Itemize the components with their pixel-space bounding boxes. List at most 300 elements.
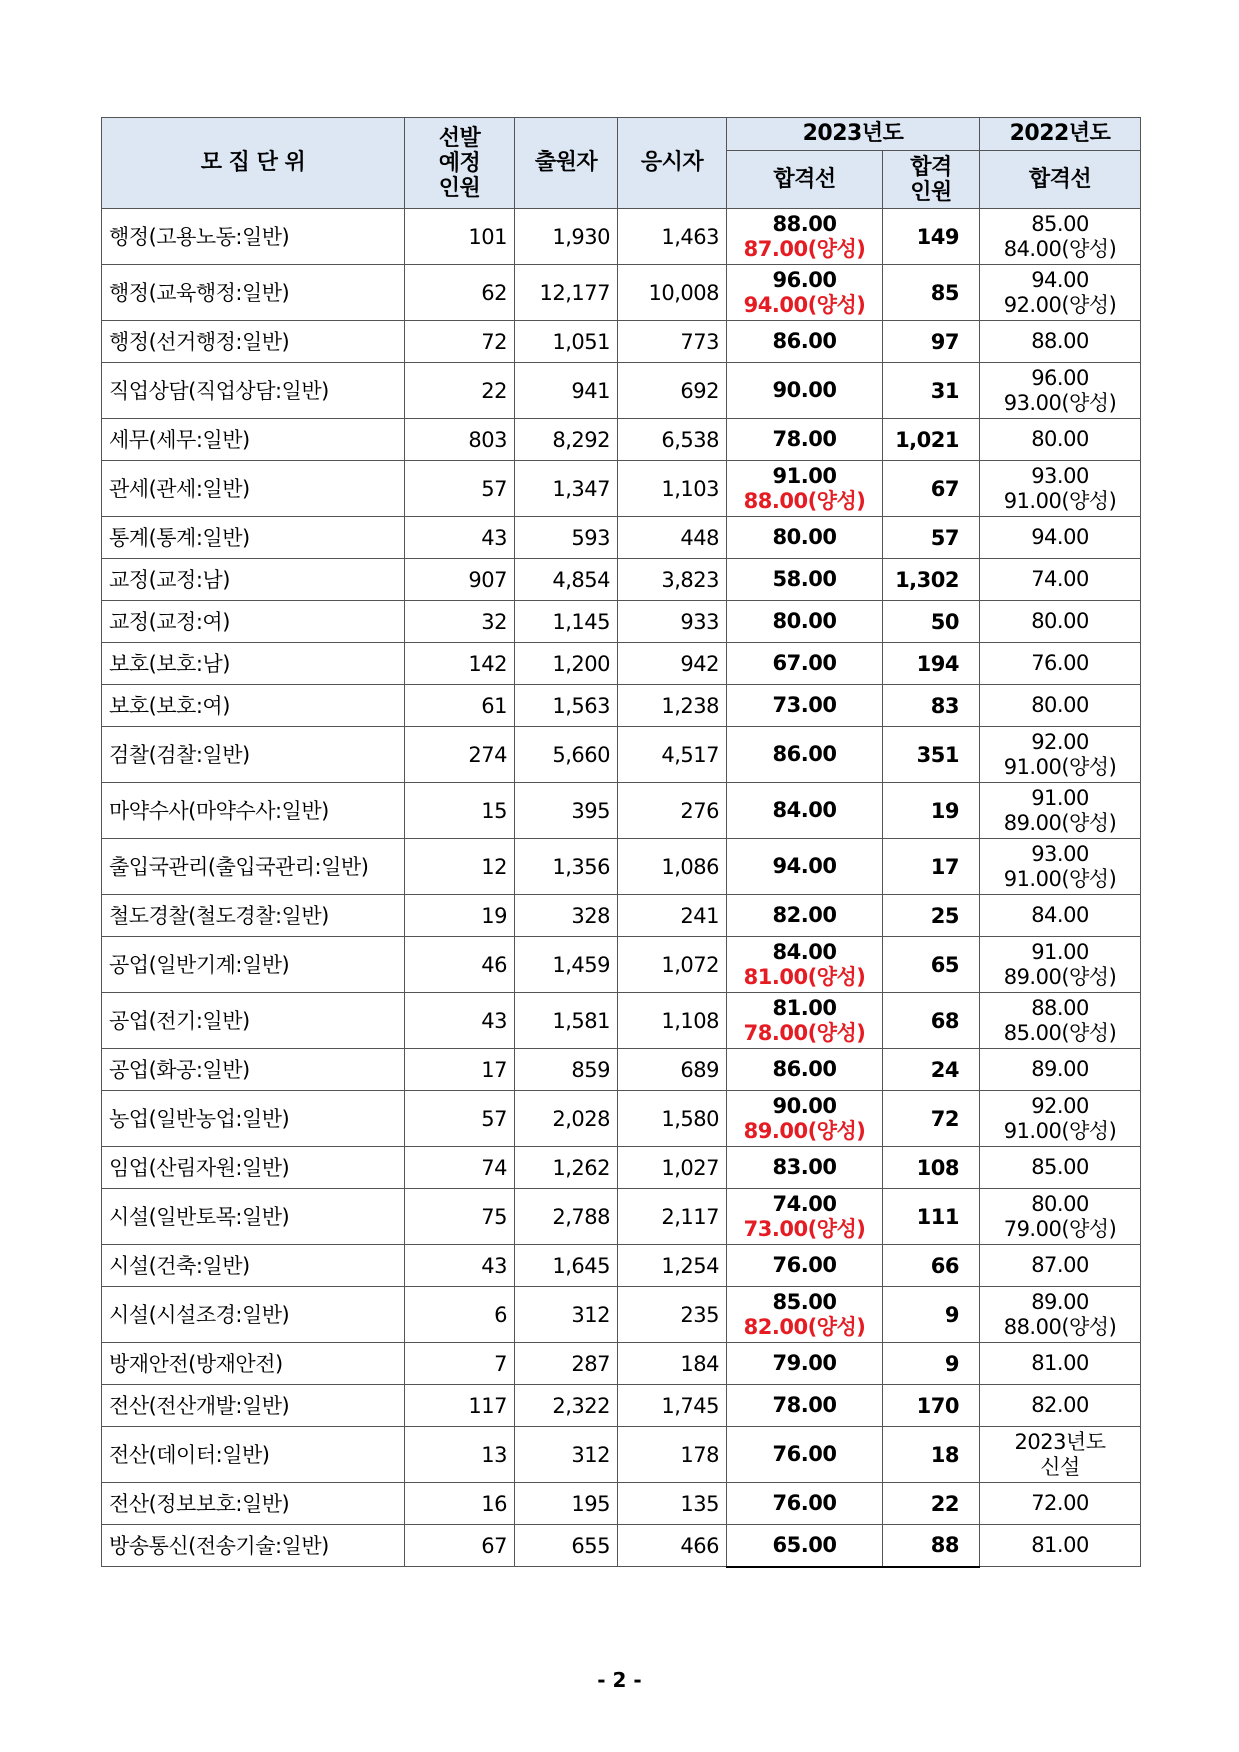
cutoff-2022-value: 92.00 <box>1031 1093 1089 1118</box>
cell-planned: 13 <box>405 1427 515 1483</box>
cutoff-2022-value: 85.00 <box>1031 1155 1089 1179</box>
cutoff-2023-value: 78.00 <box>772 1393 837 1417</box>
cell-passed: 1,302 <box>883 559 980 601</box>
table-row <box>102 517 1141 559</box>
cell-takers: 1,086 <box>618 839 727 895</box>
cell-cutoff-2022 <box>980 461 1141 517</box>
table-row <box>102 559 1141 601</box>
cell-applicants: 2,322 <box>515 1385 618 1427</box>
cutoff-2023-value: 91.00 <box>772 463 837 488</box>
cell-cutoff-2023 <box>727 1049 883 1091</box>
cell-applicants: 2,028 <box>515 1091 618 1147</box>
cell-planned: 803 <box>405 419 515 461</box>
cell-unit: 임업(산림자원:일반) <box>102 1147 405 1189</box>
cutoff-2023-value: 79.00 <box>772 1351 837 1375</box>
header-planned-line: 인원 <box>438 175 481 201</box>
cell-applicants: 328 <box>515 895 618 937</box>
cell-cutoff-2022 <box>980 1287 1141 1343</box>
cell-cutoff-2022 <box>980 1091 1141 1147</box>
cutoff-2022-value: 81.00 <box>1031 1533 1089 1557</box>
header-passed <box>883 151 980 209</box>
cell-unit: 전산(데이터:일반) <box>102 1427 405 1483</box>
cutoff-2022-value: 89.00 <box>1031 1289 1089 1314</box>
cutoff-2023-value: 73.00 <box>772 693 837 717</box>
cutoff-2023-value: 58.00 <box>772 567 837 591</box>
cell-planned: 117 <box>405 1385 515 1427</box>
cutoff-2023-gender-value: 88.00(양성) <box>743 488 866 513</box>
cell-takers: 4,517 <box>618 727 727 783</box>
cell-passed: 22 <box>883 1483 980 1525</box>
cell-cutoff-2022 <box>980 1427 1141 1483</box>
cell-cutoff-2023 <box>727 363 883 419</box>
cutoff-2023-gender-value: 81.00(양성) <box>743 964 866 989</box>
cell-passed: 1,021 <box>883 419 980 461</box>
cell-applicants: 1,145 <box>515 601 618 643</box>
cell-unit: 직업상담(직업상담:일반) <box>102 363 405 419</box>
cell-unit: 보호(보호:여) <box>102 685 405 727</box>
cell-cutoff-2022 <box>980 1483 1141 1525</box>
cell-cutoff-2023 <box>727 993 883 1049</box>
cutoff-2022-gender-value: 91.00(양성) <box>1003 488 1117 513</box>
cell-takers: 466 <box>618 1525 727 1567</box>
table-row <box>102 601 1141 643</box>
cutoff-2022-value: 81.00 <box>1031 1351 1089 1375</box>
cutoff-2022-value: 93.00 <box>1031 841 1089 866</box>
cell-passed: 88 <box>883 1525 980 1567</box>
cutoff-2022-value: 94.00 <box>1031 525 1089 549</box>
cell-planned: 15 <box>405 783 515 839</box>
cell-takers: 2,117 <box>618 1189 727 1245</box>
cell-applicants: 195 <box>515 1483 618 1525</box>
cell-planned: 12 <box>405 839 515 895</box>
cell-applicants: 1,563 <box>515 685 618 727</box>
cutoff-2022-gender-value: 93.00(양성) <box>1003 390 1117 415</box>
cell-takers: 1,580 <box>618 1091 727 1147</box>
cell-planned: 62 <box>405 265 515 321</box>
cell-planned: 67 <box>405 1525 515 1567</box>
cutoff-2023-gender-value: 89.00(양성) <box>743 1118 866 1143</box>
cutoff-2023-value: 80.00 <box>772 525 837 549</box>
cell-passed: 19 <box>883 783 980 839</box>
cell-applicants: 655 <box>515 1525 618 1567</box>
cell-passed: 31 <box>883 363 980 419</box>
cell-unit: 출입국관리(출입국관리:일반) <box>102 839 405 895</box>
cell-takers: 184 <box>618 1343 727 1385</box>
cutoff-2022-value: 80.00 <box>1031 1191 1089 1216</box>
cutoff-2023-gender-value: 94.00(양성) <box>743 292 866 317</box>
page-number: - 2 - <box>597 1668 642 1692</box>
cell-unit: 보호(보호:남) <box>102 643 405 685</box>
table-row <box>102 1525 1141 1567</box>
cutoff-2023-value: 86.00 <box>772 742 837 766</box>
cutoff-2022-value: 80.00 <box>1031 427 1089 451</box>
header-takers: 응시자 <box>618 118 727 209</box>
cutoff-2022-value: 88.00 <box>1031 329 1089 353</box>
cell-passed: 111 <box>883 1189 980 1245</box>
header-planned-line: 예정 <box>438 150 481 176</box>
cell-planned: 61 <box>405 685 515 727</box>
cell-unit: 관세(관세:일반) <box>102 461 405 517</box>
cell-unit: 시설(건축:일반) <box>102 1245 405 1287</box>
table-row <box>102 1189 1141 1245</box>
cell-unit: 시설(시설조경:일반) <box>102 1287 405 1343</box>
cutoff-2022-value: 72.00 <box>1031 1491 1089 1515</box>
cell-cutoff-2022 <box>980 1245 1141 1287</box>
cell-cutoff-2022 <box>980 419 1141 461</box>
table-row <box>102 993 1141 1049</box>
header-cutoff-2022: 합격선 <box>980 151 1141 209</box>
cell-planned: 16 <box>405 1483 515 1525</box>
cutoff-2023-value: 86.00 <box>772 329 837 353</box>
cutoff-2022-value: 91.00 <box>1031 939 1089 964</box>
cell-cutoff-2022 <box>980 993 1141 1049</box>
cell-takers: 1,108 <box>618 993 727 1049</box>
cell-planned: 43 <box>405 517 515 559</box>
cell-takers: 773 <box>618 321 727 363</box>
cutoff-2023-value: 94.00 <box>772 854 837 878</box>
cell-applicants: 1,459 <box>515 937 618 993</box>
cutoff-2022-gender-value: 88.00(양성) <box>1003 1314 1117 1339</box>
table-row <box>102 363 1141 419</box>
cell-cutoff-2023 <box>727 1427 883 1483</box>
cell-unit: 전산(정보보호:일반) <box>102 1483 405 1525</box>
header-passed-line: 합격 <box>910 154 952 180</box>
cell-cutoff-2022 <box>980 685 1141 727</box>
cell-cutoff-2022 <box>980 1049 1141 1091</box>
cutoff-2023-value: 74.00 <box>772 1191 837 1216</box>
cell-passed: 25 <box>883 895 980 937</box>
cell-applicants: 287 <box>515 1343 618 1385</box>
cell-cutoff-2022 <box>980 937 1141 993</box>
cell-applicants: 1,645 <box>515 1245 618 1287</box>
cell-cutoff-2023 <box>727 643 883 685</box>
cell-applicants: 859 <box>515 1049 618 1091</box>
cell-planned: 274 <box>405 727 515 783</box>
cell-unit: 교정(교정:여) <box>102 601 405 643</box>
cell-unit: 교정(교정:남) <box>102 559 405 601</box>
cell-cutoff-2023 <box>727 727 883 783</box>
results-table <box>101 117 1141 1568</box>
cell-applicants: 1,356 <box>515 839 618 895</box>
cell-planned: 57 <box>405 461 515 517</box>
cell-planned: 32 <box>405 601 515 643</box>
cell-cutoff-2022 <box>980 643 1141 685</box>
cutoff-2023-gender-value: 82.00(양성) <box>743 1314 866 1339</box>
cutoff-2022-value: 96.00 <box>1031 365 1089 390</box>
table-row <box>102 321 1141 363</box>
cutoff-2023-value: 81.00 <box>772 995 837 1020</box>
cell-passed: 108 <box>883 1147 980 1189</box>
cell-passed: 68 <box>883 993 980 1049</box>
cell-cutoff-2023 <box>727 601 883 643</box>
cutoff-2023-value: 83.00 <box>772 1155 837 1179</box>
cell-applicants: 12,177 <box>515 265 618 321</box>
cutoff-2022-value: 87.00 <box>1031 1253 1089 1277</box>
cell-unit: 방재안전(방재안전) <box>102 1343 405 1385</box>
header-passed-line: 인원 <box>910 179 952 205</box>
header-planned-line: 선발 <box>438 125 481 151</box>
table-row <box>102 783 1141 839</box>
cell-cutoff-2022 <box>980 783 1141 839</box>
cell-planned: 43 <box>405 993 515 1049</box>
cell-passed: 9 <box>883 1343 980 1385</box>
cell-cutoff-2022 <box>980 559 1141 601</box>
cell-cutoff-2023 <box>727 209 883 265</box>
table-row <box>102 685 1141 727</box>
cell-cutoff-2023 <box>727 685 883 727</box>
cell-passed: 351 <box>883 727 980 783</box>
cutoff-2023-value: 90.00 <box>772 378 837 402</box>
table-row <box>102 1427 1141 1483</box>
cell-takers: 135 <box>618 1483 727 1525</box>
cell-passed: 65 <box>883 937 980 993</box>
table-row <box>102 1343 1141 1385</box>
cell-planned: 75 <box>405 1189 515 1245</box>
cell-applicants: 312 <box>515 1427 618 1483</box>
cutoff-2023-gender-value: 73.00(양성) <box>743 1216 866 1241</box>
cell-cutoff-2022 <box>980 265 1141 321</box>
cell-unit: 공업(화공:일반) <box>102 1049 405 1091</box>
cutoff-2022-gender-value: 89.00(양성) <box>1003 810 1117 835</box>
table-row <box>102 1245 1141 1287</box>
cell-unit: 철도경찰(철도경찰:일반) <box>102 895 405 937</box>
cell-passed: 72 <box>883 1091 980 1147</box>
cell-applicants: 1,930 <box>515 209 618 265</box>
cutoff-2022-gender-value: 79.00(양성) <box>1003 1216 1117 1241</box>
cell-passed: 97 <box>883 321 980 363</box>
cell-takers: 1,463 <box>618 209 727 265</box>
cell-passed: 9 <box>883 1287 980 1343</box>
table-row <box>102 839 1141 895</box>
cell-cutoff-2023 <box>727 321 883 363</box>
table-row <box>102 1147 1141 1189</box>
cutoff-2022-gender-value: 91.00(양성) <box>1003 1118 1117 1143</box>
cutoff-2022-value: 92.00 <box>1031 729 1089 754</box>
cell-unit: 방송통신(전송기술:일반) <box>102 1525 405 1567</box>
cutoff-2022-gender-value: 84.00(양성) <box>1003 236 1117 261</box>
table-body <box>102 209 1141 1567</box>
cell-applicants: 1,051 <box>515 321 618 363</box>
table-row <box>102 209 1141 265</box>
table-row <box>102 895 1141 937</box>
cell-takers: 178 <box>618 1427 727 1483</box>
cell-planned: 46 <box>405 937 515 993</box>
header-year-2022: 2022년도 <box>980 118 1141 151</box>
cutoff-2023-value: 90.00 <box>772 1093 837 1118</box>
cutoff-2022-gender-value: 89.00(양성) <box>1003 964 1117 989</box>
cutoff-2022-value: 91.00 <box>1031 785 1089 810</box>
cell-applicants: 312 <box>515 1287 618 1343</box>
cutoff-2022-value: 89.00 <box>1031 1057 1089 1081</box>
header-unit: 모 집 단 위 <box>102 118 405 209</box>
cutoff-2022-gender-value: 92.00(양성) <box>1003 292 1117 317</box>
cell-cutoff-2023 <box>727 419 883 461</box>
cutoff-2022-value: 2023년도 <box>1014 1429 1106 1454</box>
cell-unit: 마약수사(마약수사:일반) <box>102 783 405 839</box>
cell-takers: 1,103 <box>618 461 727 517</box>
table-row <box>102 1385 1141 1427</box>
table-row <box>102 1483 1141 1525</box>
cutoff-2022-value: 80.00 <box>1031 609 1089 633</box>
cell-takers: 10,008 <box>618 265 727 321</box>
cell-applicants: 4,854 <box>515 559 618 601</box>
cell-applicants: 593 <box>515 517 618 559</box>
cell-takers: 933 <box>618 601 727 643</box>
cell-cutoff-2022 <box>980 321 1141 363</box>
cell-cutoff-2023 <box>727 1147 883 1189</box>
cell-cutoff-2022 <box>980 1343 1141 1385</box>
cell-cutoff-2023 <box>727 783 883 839</box>
cell-takers: 692 <box>618 363 727 419</box>
cutoff-2022-value: 74.00 <box>1031 567 1089 591</box>
cell-planned: 17 <box>405 1049 515 1091</box>
cell-cutoff-2023 <box>727 1385 883 1427</box>
cutoff-2023-value: 86.00 <box>772 1057 837 1081</box>
cutoff-2023-value: 85.00 <box>772 1289 837 1314</box>
cutoff-2022-gender-value: 신설 <box>1040 1454 1080 1479</box>
cutoff-2023-value: 76.00 <box>772 1253 837 1277</box>
cutoff-2023-value: 76.00 <box>772 1442 837 1466</box>
cell-cutoff-2022 <box>980 1147 1141 1189</box>
cell-cutoff-2023 <box>727 517 883 559</box>
cutoff-2022-gender-value: 91.00(양성) <box>1003 866 1117 891</box>
cell-cutoff-2023 <box>727 1343 883 1385</box>
cell-passed: 194 <box>883 643 980 685</box>
header-year-2023: 2023년도 <box>727 118 980 151</box>
cell-cutoff-2022 <box>980 1525 1141 1567</box>
cell-cutoff-2022 <box>980 1385 1141 1427</box>
table-header <box>102 118 1141 209</box>
cell-cutoff-2022 <box>980 209 1141 265</box>
cell-passed: 17 <box>883 839 980 895</box>
table-row <box>102 937 1141 993</box>
cell-cutoff-2023 <box>727 461 883 517</box>
cutoff-2023-value: 67.00 <box>772 651 837 675</box>
cell-passed: 83 <box>883 685 980 727</box>
cell-cutoff-2023 <box>727 1525 883 1567</box>
cutoff-2023-value: 84.00 <box>772 939 837 964</box>
cell-planned: 22 <box>405 363 515 419</box>
cutoff-2023-value: 65.00 <box>772 1532 837 1557</box>
header-cutoff-2023: 합격선 <box>727 151 883 209</box>
cell-cutoff-2023 <box>727 559 883 601</box>
cell-takers: 1,254 <box>618 1245 727 1287</box>
cell-passed: 24 <box>883 1049 980 1091</box>
cell-planned: 6 <box>405 1287 515 1343</box>
cutoff-2023-gender-value: 87.00(양성) <box>743 236 866 261</box>
cell-planned: 72 <box>405 321 515 363</box>
cell-planned: 57 <box>405 1091 515 1147</box>
cell-passed: 50 <box>883 601 980 643</box>
cell-cutoff-2022 <box>980 601 1141 643</box>
cutoff-2023-gender-value: 78.00(양성) <box>743 1020 866 1045</box>
cutoff-2022-value: 88.00 <box>1031 995 1089 1020</box>
cell-planned: 74 <box>405 1147 515 1189</box>
cell-cutoff-2022 <box>980 895 1141 937</box>
table-row <box>102 265 1141 321</box>
cutoff-2023-value: 80.00 <box>772 609 837 633</box>
cutoff-2022-value: 82.00 <box>1031 1393 1089 1417</box>
cell-unit: 행정(교육행정:일반) <box>102 265 405 321</box>
cutoff-2022-value: 85.00 <box>1031 211 1089 236</box>
cell-cutoff-2023 <box>727 265 883 321</box>
cell-passed: 85 <box>883 265 980 321</box>
cutoff-2022-value: 94.00 <box>1031 267 1089 292</box>
cell-unit: 통계(통계:일반) <box>102 517 405 559</box>
cutoff-2022-gender-value: 85.00(양성) <box>1003 1020 1117 1045</box>
cutoff-2023-value: 88.00 <box>772 211 837 236</box>
table-row <box>102 461 1141 517</box>
cell-planned: 142 <box>405 643 515 685</box>
cell-unit: 검찰(검찰:일반) <box>102 727 405 783</box>
cell-passed: 67 <box>883 461 980 517</box>
cell-cutoff-2022 <box>980 1189 1141 1245</box>
header-applicants: 출원자 <box>515 118 618 209</box>
cell-cutoff-2022 <box>980 363 1141 419</box>
cell-cutoff-2023 <box>727 1189 883 1245</box>
cell-unit: 행정(고용노동:일반) <box>102 209 405 265</box>
cell-unit: 공업(전기:일반) <box>102 993 405 1049</box>
cell-planned: 7 <box>405 1343 515 1385</box>
cell-cutoff-2023 <box>727 1245 883 1287</box>
cell-passed: 57 <box>883 517 980 559</box>
cell-applicants: 5,660 <box>515 727 618 783</box>
cell-cutoff-2023 <box>727 937 883 993</box>
cell-applicants: 1,581 <box>515 993 618 1049</box>
cell-unit: 행정(선거행정:일반) <box>102 321 405 363</box>
cell-takers: 1,745 <box>618 1385 727 1427</box>
table-row <box>102 643 1141 685</box>
table-row <box>102 1049 1141 1091</box>
cell-applicants: 8,292 <box>515 419 618 461</box>
cutoff-2022-value: 84.00 <box>1031 903 1089 927</box>
cell-applicants: 1,200 <box>515 643 618 685</box>
cell-unit: 공업(일반기계:일반) <box>102 937 405 993</box>
cell-cutoff-2022 <box>980 517 1141 559</box>
cutoff-2023-value: 84.00 <box>772 798 837 822</box>
cutoff-2023-value: 82.00 <box>772 903 837 927</box>
cell-takers: 6,538 <box>618 419 727 461</box>
cell-cutoff-2023 <box>727 895 883 937</box>
cell-unit: 시설(일반토목:일반) <box>102 1189 405 1245</box>
cutoff-2023-value: 78.00 <box>772 427 837 451</box>
cell-takers: 689 <box>618 1049 727 1091</box>
cutoff-2022-value: 80.00 <box>1031 693 1089 717</box>
cell-applicants: 2,788 <box>515 1189 618 1245</box>
table-row <box>102 1091 1141 1147</box>
cell-takers: 1,027 <box>618 1147 727 1189</box>
cell-applicants: 1,347 <box>515 461 618 517</box>
table-row <box>102 1287 1141 1343</box>
cell-takers: 448 <box>618 517 727 559</box>
table-row <box>102 727 1141 783</box>
cutoff-2022-value: 76.00 <box>1031 651 1089 675</box>
cell-applicants: 1,262 <box>515 1147 618 1189</box>
cell-applicants: 395 <box>515 783 618 839</box>
cell-unit: 농업(일반농업:일반) <box>102 1091 405 1147</box>
cell-takers: 942 <box>618 643 727 685</box>
cell-cutoff-2023 <box>727 1287 883 1343</box>
cell-applicants: 941 <box>515 363 618 419</box>
cutoff-2023-value: 96.00 <box>772 267 837 292</box>
cutoff-2023-value: 76.00 <box>772 1491 837 1515</box>
cell-takers: 276 <box>618 783 727 839</box>
cell-planned: 101 <box>405 209 515 265</box>
cutoff-2022-gender-value: 91.00(양성) <box>1003 754 1117 779</box>
cell-takers: 241 <box>618 895 727 937</box>
cell-planned: 19 <box>405 895 515 937</box>
cell-cutoff-2022 <box>980 727 1141 783</box>
